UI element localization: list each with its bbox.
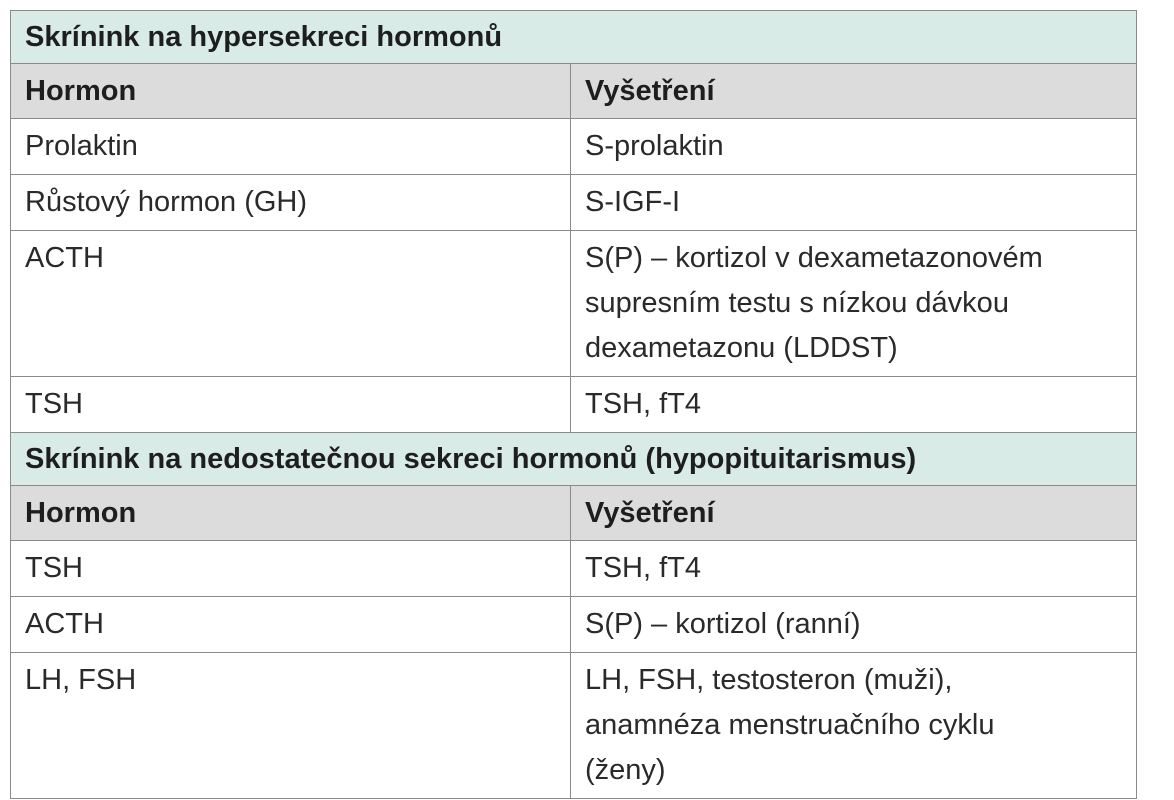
cell-line: TSH, fT4 (585, 388, 702, 420)
cell-line: anamnéza menstruačního cyklu (585, 709, 995, 741)
table-row (11, 541, 1137, 597)
section-title: Skrínink na hypersekreci hormonů (11, 11, 1137, 64)
cell-line: S-IGF-I (585, 186, 681, 218)
cell-hormon: TSH (11, 541, 571, 597)
table-row (11, 175, 1137, 231)
cell-line: S(P) – kortizol v dexametazonovém (585, 242, 1043, 274)
section-hypersecretion-header (11, 11, 1137, 64)
cell-vysetreni (571, 653, 1137, 799)
cell-vysetreni (571, 597, 1137, 653)
column-header-hormon: Hormon (11, 486, 571, 541)
cell-vysetreni (571, 119, 1137, 175)
cell-hormon: TSH (11, 377, 571, 433)
cell-vysetreni (571, 377, 1137, 433)
cell-vysetreni (571, 231, 1137, 377)
section-hypopituitarism-header (11, 433, 1137, 486)
column-header-vysetreni: Vyšetření (571, 64, 1137, 119)
cell-line: S(P) – kortizol (ranní) (585, 608, 861, 640)
table-row (11, 231, 1137, 377)
table-row (11, 119, 1137, 175)
section-title: Skrínink na nedostatečnou sekreci hormonů (hypopituitarismus) (11, 433, 1137, 486)
cell-line: S-prolaktin (585, 130, 724, 162)
screening-table-container (10, 10, 1136, 799)
cell-line: supresním testu s nízkou dávkou (585, 287, 1009, 319)
cell-line: dexametazonu (LDDST) (585, 332, 898, 364)
cell-line: (ženy) (585, 754, 666, 786)
cell-line: LH, FSH, testosteron (muži), (585, 664, 953, 696)
column-header-hormon: Hormon (11, 64, 571, 119)
table-row (11, 377, 1137, 433)
cell-hormon: Růstový hormon (GH) (11, 175, 571, 231)
hormone-screening-table (10, 10, 1137, 799)
column-header-row (11, 64, 1137, 119)
table-row (11, 597, 1137, 653)
cell-hormon: LH, FSH (11, 653, 571, 799)
column-header-row (11, 486, 1137, 541)
cell-vysetreni (571, 541, 1137, 597)
column-header-vysetreni: Vyšetření (571, 486, 1137, 541)
cell-hormon: ACTH (11, 597, 571, 653)
cell-hormon: Prolaktin (11, 119, 571, 175)
cell-hormon: ACTH (11, 231, 571, 377)
cell-vysetreni (571, 175, 1137, 231)
table-row (11, 653, 1137, 799)
cell-line: TSH, fT4 (585, 552, 702, 584)
